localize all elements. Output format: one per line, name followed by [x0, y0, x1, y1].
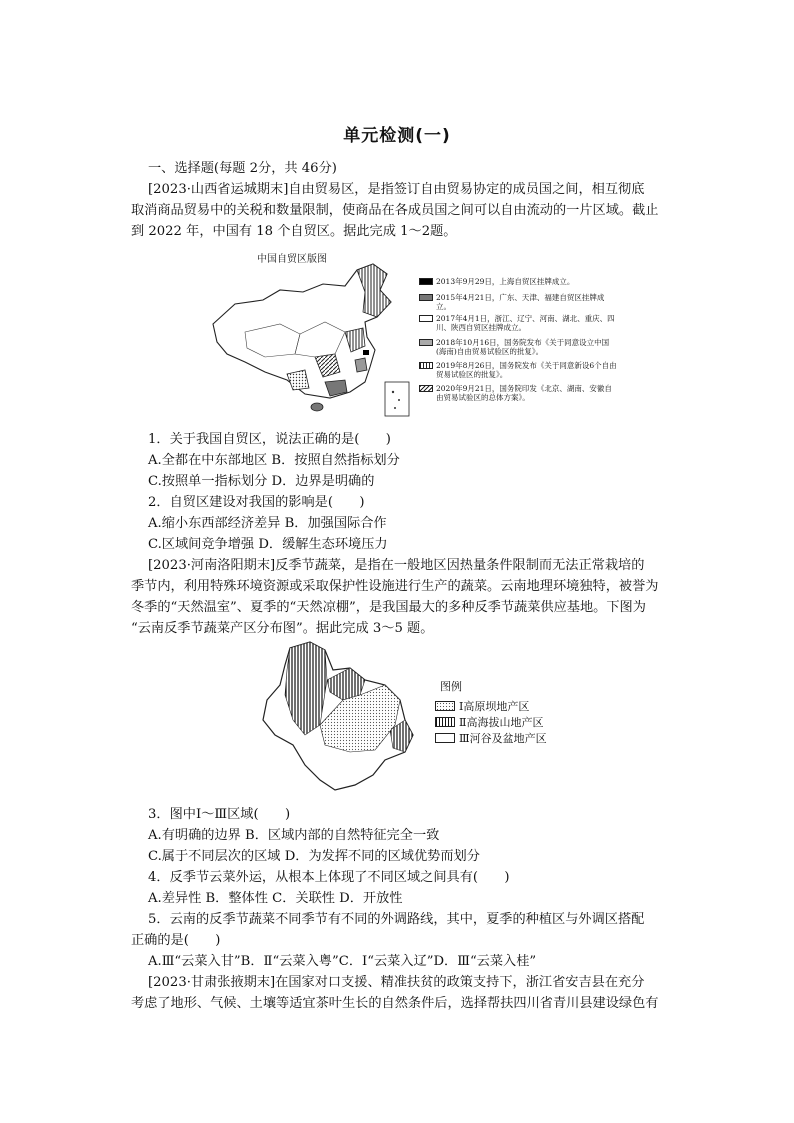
passage1-line: 到 2022 年，中国有 18 个自贸区。据此完成 1～2题。: [131, 224, 457, 239]
legend-swatch-lightgray: [419, 339, 433, 346]
question-2-options: C.区域间竞争增强 D．缓解生态环境压力: [148, 537, 388, 552]
question-3-options: A.有明确的边界 B．区域内部的自然特征完全一致: [148, 828, 440, 843]
legend-text: Ⅱ高海拔山地产区: [459, 716, 544, 729]
map2-legend-item: [435, 730, 547, 746]
legend-swatch-diagonal-hatch: [419, 385, 433, 392]
passage2-line: [2023·河南洛阳期末]反季节蔬菜，是指在一般地区因热量条件限制而无法正常栽培的: [148, 558, 645, 573]
yunnan-map-graphic: [255, 640, 425, 800]
question-2-options: A.缩小东西部经济差异 B．加强国际合作: [148, 516, 387, 531]
map2-legend-item: [435, 714, 543, 730]
legend-swatch-blank: [435, 733, 455, 743]
legend-text: 2017年4月1日，浙江、辽宁、河南、湖北、重庆、四川、陕西自贸区挂牌成立。: [436, 314, 615, 332]
legend-text: 2020年9月21日，国务院印发《北京、湖南、安徽自由贸易试验区的总体方案》。: [436, 384, 612, 402]
legend-text: 2018年10月16日，国务院发布《关于同意设立中国(海南)自由贸易试验区的批复》。: [436, 338, 610, 356]
map1-legend-item: [419, 384, 619, 402]
map1-title: 中国自贸区版图: [257, 254, 327, 265]
china-map-graphic: [205, 262, 420, 422]
map2-legend-item: [435, 698, 529, 714]
legend-swatch-vertical-lines: [435, 717, 455, 727]
map1-legend-item: [419, 314, 619, 332]
section-heading: 一、选择题(每题 2分，共 46分): [148, 161, 337, 176]
legend-swatch-black: [419, 278, 433, 285]
yunnan-map-figure: [255, 640, 565, 800]
page-title: 单元检测(一): [343, 126, 451, 146]
passage2-line: 冬季的“天然温室”、夏季的“天然凉棚”，是我国最大的多种反季节蔬菜供应基地。下图为: [131, 600, 646, 615]
legend-text: 2013年9月29日，上海自贸区挂牌成立。: [436, 277, 575, 286]
map1-legend-item: [419, 277, 619, 286]
passage3-line: 考虑了地形、气候、土壤等适宜茶叶生长的自然条件后，选择帮扶四川省青川县建设绿色有: [131, 996, 659, 1011]
legend-swatch-gray: [419, 294, 433, 301]
passage2-line: 季节内，利用特殊环境资源或采取保护性设施进行生产的蔬菜。云南地理环境独特，被誉为: [131, 579, 659, 594]
map2-legend-title: 图例: [440, 680, 462, 693]
legend-swatch-white: [419, 315, 433, 322]
china-ftz-map-figure: [205, 250, 625, 420]
legend-text: 2019年8月26日，国务院发布《关于同意新设6个自由贸易试验区的批复》。: [436, 361, 617, 379]
question-5-stem: 正确的是( ): [131, 933, 221, 948]
map1-legend-item: [419, 293, 619, 311]
question-4-stem: 4．反季节云菜外运，从根本上体现了不同区域之间具有( ): [148, 870, 510, 885]
question-3-options: C.属于不同层次的区域 D．为发挥不同的区域优势而划分: [148, 849, 480, 864]
legend-text: Ⅲ河谷及盆地产区: [459, 732, 547, 745]
passage2-line: “云南反季节蔬菜产区分布图”。据此完成 3～5 题。: [131, 621, 434, 636]
passage3-line: [2023·甘肃张掖期末]在国家对口支援、精准扶贫的政策支持下，浙江省安吉县在充分: [148, 975, 645, 990]
question-1-options: C.按照单一指标划分 D．边界是明确的: [148, 474, 375, 489]
map1-legend-item: [419, 338, 619, 356]
legend-text: 2015年4月21日，广东、天津、福建自贸区挂牌成立。: [436, 293, 605, 311]
question-5-stem: 5．云南的反季节蔬菜不同季节有不同的外调路线，其中，夏季的种植区与外调区搭配: [148, 912, 645, 927]
passage1-line: 取消商品贸易中的关税和数量限制，使商品在各成员国之间可以自由流动的一片区域。截止: [131, 203, 659, 218]
legend-swatch-vertical-hatch: [419, 362, 433, 369]
question-4-options: A.差异性 B．整体性 C．关联性 D．开放性: [148, 891, 403, 906]
map1-legend-item: [419, 361, 619, 379]
question-1-options: A.全都在中东部地区 B．按照自然指标划分: [148, 453, 400, 468]
legend-text: Ⅰ高原坝地产区: [459, 700, 530, 713]
question-1-stem: 1．关于我国自贸区，说法正确的是( ): [148, 432, 391, 447]
question-3-stem: 3．图中Ⅰ～Ⅲ区域( ): [148, 807, 291, 822]
question-5-options: A.Ⅲ“云菜入甘”B．Ⅱ“云菜入粤”C．Ⅰ“云菜入辽”D．Ⅲ“云菜入桂”: [148, 954, 537, 969]
legend-swatch-dotted: [435, 701, 455, 711]
question-2-stem: 2．自贸区建设对我国的影响是( ): [148, 495, 365, 510]
passage1-line: [2023·山西省运城期末]自由贸易区，是指签订自由贸易协定的成员国之间，相互彻底: [148, 182, 645, 197]
